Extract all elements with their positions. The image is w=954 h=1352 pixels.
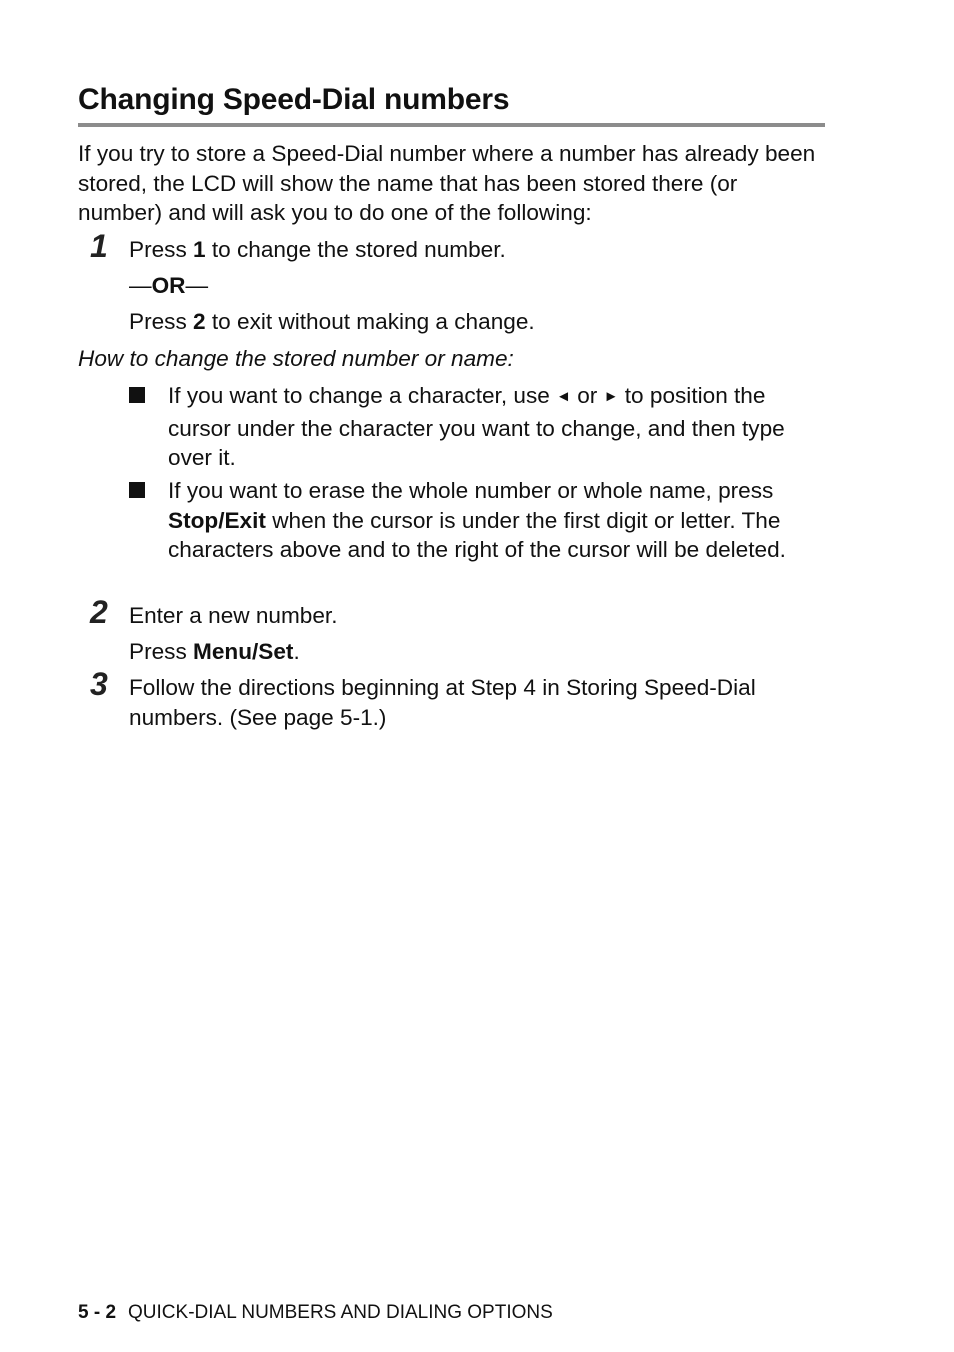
bullet2-text-a: If you want to erase the whole number or whole name, press (168, 478, 774, 503)
bullet1-or: or (570, 383, 604, 408)
step1-option2-text: to exit without making a change. (205, 309, 535, 334)
or-separator (129, 271, 829, 301)
square-bullet-icon (129, 387, 145, 403)
step-number-3: 3 (90, 666, 108, 702)
bullet2-text-b: when the cursor is under the first digit or letter. The characters above and to the right of the cursor will be deleted. (168, 507, 786, 562)
document-page (78, 0, 826, 1352)
bullet-text-change-character (168, 381, 828, 473)
step2-period: . (293, 639, 300, 664)
step2-press-text: Press (129, 639, 194, 664)
menu-set-key: Menu/Set (193, 639, 294, 664)
bullet1-text-a: If you want to change a character, use (168, 383, 557, 408)
key-2: 2 (193, 309, 206, 334)
stop-exit-key: Stop/Exit (168, 507, 266, 533)
heading-underline (78, 123, 825, 127)
step2-line2 (129, 637, 829, 667)
or-label: OR (151, 273, 186, 298)
left-arrow-icon: ◄ (556, 388, 571, 405)
step3-text: Follow the directions beginning at Step 4 in Storing Speed-Dial numbers. (See page 5-1.) (129, 675, 756, 730)
subheading: How to change the stored number or name: (78, 346, 514, 371)
step-number-2: 2 (90, 594, 108, 630)
key-1: 1 (193, 237, 206, 262)
bullet-text-erase (168, 476, 828, 565)
intro-paragraph: If you try to store a Speed-Dial number where a number has already been stored, the LCD will show the name that has been stored there (or number) and will ask you to do one of the following: (78, 141, 816, 225)
bullet1-text-b: to position the cursor under the character you want to change, and then type over it. (168, 383, 785, 470)
page-number: 5 - 2 (78, 1302, 117, 1323)
or-dash-left: — (129, 273, 152, 298)
page-footer (78, 1301, 553, 1325)
square-bullet-icon (129, 482, 145, 498)
section-heading: Changing Speed-Dial numbers (78, 83, 510, 116)
or-dash-right: — (185, 273, 209, 298)
step1-option-2 (129, 307, 829, 337)
step1-press-text-2: Press (129, 309, 194, 334)
step1-press-text: Press (129, 237, 194, 262)
chapter-title: QUICK-DIAL NUMBERS AND DIALING OPTIONS (128, 1302, 553, 1323)
step2-line1: Enter a new number. (129, 603, 338, 628)
step-number-1: 1 (90, 228, 108, 264)
step1-option1-text: to change the stored number. (205, 237, 506, 262)
right-arrow-icon: ► (603, 388, 619, 405)
step1-option-1 (129, 235, 829, 265)
